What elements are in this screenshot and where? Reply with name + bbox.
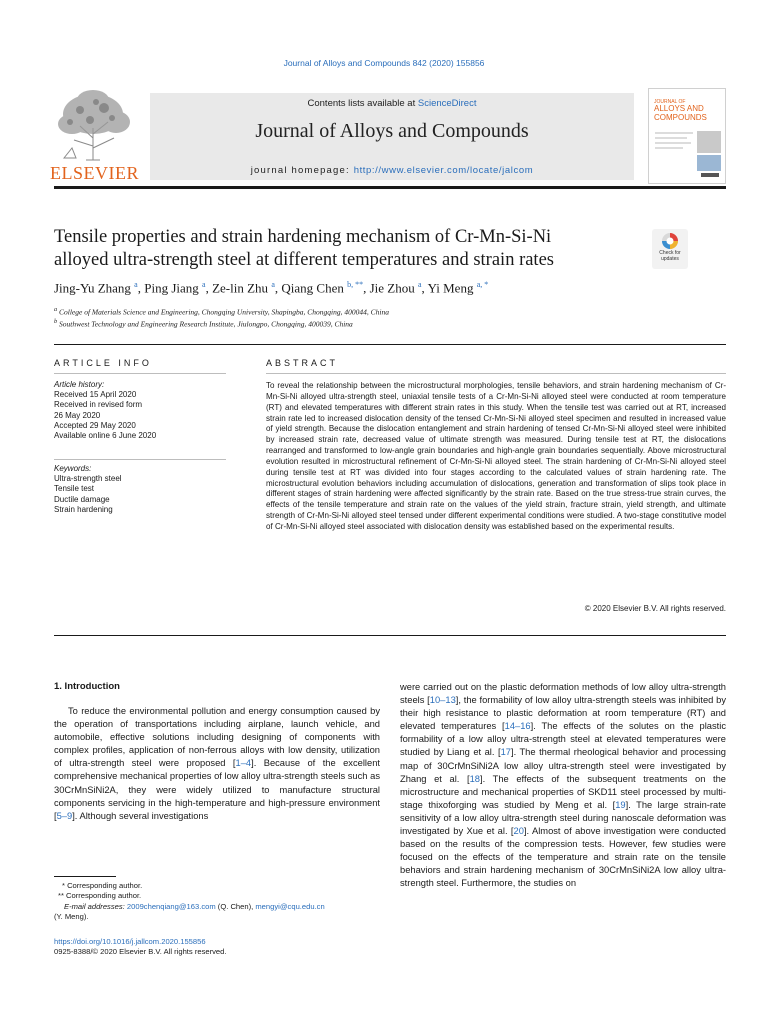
check-for-updates-button[interactable] (652, 229, 688, 269)
keyword-item: Ductile damage (54, 494, 110, 504)
email-owner-chen: (Q. Chen), (215, 901, 256, 911)
author-affiliation-marker[interactable]: b, ** (347, 280, 364, 289)
author-list: Jing-Yu Zhang $^a$, Ping Jiang $^a$, Ze-lin Zhu $^a$, Qiang Chen $^{b, **}$, Jie Zhou $^a$, Yi Meng $^{a, *}$ (54, 280, 489, 296)
keywords-rule (54, 459, 226, 460)
article-info-heading: ARTICLE INFO (54, 358, 152, 368)
email-line (54, 902, 380, 912)
contents-prefix: Contents lists available at (307, 98, 418, 109)
history-item: Received 15 April 2020 (54, 390, 137, 400)
footnote-rule (54, 876, 116, 877)
homepage-link[interactable]: http://www.elsevier.com/locate/jalcom (353, 165, 534, 176)
author-affiliation-marker[interactable]: a (417, 280, 422, 289)
citation-link[interactable]: 17 (500, 747, 511, 758)
citation-link[interactable]: 20 (513, 826, 524, 837)
article-history-list (54, 390, 226, 441)
author-affiliation-marker[interactable]: a (271, 280, 275, 289)
corresponding-author-1: * Corresponding author. (62, 881, 143, 890)
author-name[interactable]: Ze-lin Zhu (212, 280, 269, 296)
homepage-prefix: journal homepage: (250, 165, 354, 176)
author-affiliation-marker[interactable]: a, * (476, 280, 489, 289)
history-item: 26 May 2020 (54, 410, 101, 420)
abstract-heading: ABSTRACT (266, 358, 339, 368)
keyword-item: Strain hardening (54, 504, 113, 514)
author-affiliation-marker[interactable]: a (134, 280, 138, 289)
article-title: Tensile properties and strain hardening mechanism of Cr-Mn-Si-Ni alloyed ultra-strength steel at different temperatures and strain rates (54, 227, 554, 270)
author-name[interactable]: Ping Jiang (144, 280, 199, 296)
author-name[interactable]: Qiang Chen (281, 280, 344, 296)
email-owner-meng: (Y. Meng). (54, 912, 89, 922)
cover-artwork-icon (653, 129, 723, 179)
section-rule-top (54, 344, 726, 345)
article-history (54, 380, 226, 441)
citation-link[interactable]: 10–13 (429, 695, 456, 706)
section-rule-bottom (54, 635, 726, 636)
affiliation-b: $^b$ Southwest Technology and Engineering Research Institute, Jiulongpo, Chongqing, 400039, China (54, 318, 353, 329)
elsevier-wordmark: ELSEVIER (50, 163, 139, 183)
keyword-item: Ultra-strength steel (54, 474, 122, 484)
introduction-heading: 1. Introduction (54, 681, 120, 692)
abstract-copyright: © 2020 Elsevier B.V. All rights reserved. (584, 604, 726, 613)
author-affiliation-marker[interactable]: a (202, 280, 206, 289)
journal-banner (150, 93, 634, 180)
history-item: Accepted 29 May 2020 (54, 420, 136, 430)
footnotes (54, 881, 380, 923)
elsevier-logo[interactable] (50, 88, 139, 184)
sciencedirect-link[interactable]: ScienceDirect (417, 98, 477, 109)
introduction-right-column: were carried out on the plastic deformation methods of low alloy ultra-strength steels [10–13], the formability of low alloy ultra-strength steels was inhibited by their high resistance to plastic deformation at room temperature (RT) and elevated temperatures [14–16]. The effects of the solutes on the plastic formability of a low alloy ultra-strength steel at elevated temperatures were studied by Liang et al. [17]. The thermal rheological behavior and processing map of 30CrMnSiNi2A low alloy ultra-strength steel were investigated by Zhang et al. [18]. The effects of the subsequent treatments on the microstructure and mechanical properties of SKD11 steel processed by multi-stage thixoforging was studied by Meng et al. [19]. The large strain-rate sensitivity of a low alloy ultra-strength steel during nanoscale deformation was investigated by Xue et al. [20]. Almost of above investigation were conducted based on the results of the compression tests. However, few studies were focused on the effects of the temperature and strain rate on the tensile behaviors and strain hardening mechanism of 30CrMnSiNi2A low alloy ultra-strength steel. Furthermore, the studies on (400, 682, 726, 889)
cover-title: JOURNAL OF ALLOYS AND COMPOUNDS (654, 99, 707, 122)
citation-link[interactable]: 19 (615, 799, 626, 810)
citation-link[interactable]: 14–16 (504, 721, 531, 732)
keyword-item: Tensile test (54, 484, 95, 494)
contents-lists-line (150, 98, 634, 109)
doi-block (54, 937, 226, 958)
journal-citation[interactable]: Journal of Alloys and Compounds 842 (2020) 155856 (283, 58, 485, 68)
issn-copyright: 0925-8388/© 2020 Elsevier B.V. All rights reserved. (54, 947, 227, 957)
journal-homepage-line (150, 165, 634, 176)
journal-cover-thumbnail[interactable] (648, 88, 726, 184)
keywords-block (54, 464, 226, 515)
crossmark-label: Check for updates (659, 250, 681, 262)
affiliation-a: $^a$ College of Materials Science and Engineering, Chongqing University, Shapingba, Chongqing, 400044, China (54, 306, 389, 317)
citation-link[interactable]: 1–4 (235, 758, 252, 769)
article-info-rule (54, 373, 226, 374)
citation-link[interactable]: 18 (469, 773, 480, 784)
corresponding-author-2: ** Corresponding author. (58, 891, 142, 901)
abstract-rule (266, 373, 726, 374)
history-item: Available online 6 June 2020 (54, 431, 157, 441)
author-name[interactable]: Jing-Yu Zhang (54, 280, 131, 296)
abstract-text: To reveal the relationship between the microstructural morphologies, tensile behaviors, and strain hardening mechanism of Cr-Mn-Si-Ni alloyed ultra-strength steel, uniaxial tensile tests of a Cr-Mn-Si-Ni alloyed steel were conducted at room temperature (RT) and elevated temperatures with different strain rates in this study. When the tensile test was carried out at RT, increased strain rate led to increased dislocation density of the tensed Cr-Mn-Si-Ni alloyed steel specimen and resulted in increased value of yield strength. Because the dislocation entanglement and strain hardening of tensed Cr-Mn-Si-Ni alloyed steel were inhibited by increased strain rate, decreased value of ultimate strength was measured. During tensile test at RT, the dislocations rearranged and transformed to low-angle grain boundaries and high-angle grain boundaries sequentially. Above microstructural evolution resulted in microstructural refinement of Cr-Mn-Si-Ni alloyed steel. The strain hardening of Cr-Mn-Si-Ni alloyed steel during tensile test at RT was divided into four stages according to the calculated values of strain hardening rate. The microstructural evolution behaviors including accumulation of dislocations, generation and transformation of slips took place in different stages of strain hardening were affected significantly by the strain rate. Based on the true stress-true strain curves, the effects of the tensile temperature and strain rate on the values of the yield strain, fracture strain, yield strength, and ultimate strength of Cr-Mn-Si-Ni alloyed steel tensed under different experimental conditions were studied. A two-stage constitutive model of Cr-Mn-Si-Ni alloyed steel associated with dislocation density was established based on the experimental results. (266, 381, 726, 531)
article-history-label: Article history: (54, 380, 105, 389)
author-name[interactable]: Yi Meng (427, 280, 474, 296)
crossmark-icon (661, 232, 679, 250)
email-label: E-mail addresses: (64, 901, 125, 911)
journal-name[interactable]: Journal of Alloys and Compounds (255, 120, 529, 142)
email-link-chen[interactable]: 2009chenqiang@163.com (126, 901, 216, 911)
history-item: Received in revised form (54, 400, 143, 410)
journal-masthead (50, 88, 726, 184)
email-link-meng[interactable]: mengyi@cqu.edu.cn (255, 901, 325, 911)
keywords-label: Keywords: (54, 464, 92, 473)
doi-link[interactable]: https://doi.org/10.1016/j.jallcom.2020.155856 (54, 937, 206, 946)
masthead-rule (54, 186, 726, 189)
citation-link[interactable]: 5–9 (56, 810, 73, 821)
keyword-list (54, 474, 226, 515)
author-name[interactable]: Jie Zhou (369, 280, 415, 296)
introduction-left-column: To reduce the environmental pollution and energy consumption caused by the operation of transportations including airplane, launch vehicle, and automobile, effective solutions including designing of components with complex profiles, application of non-ferrous alloys with low density, utilization of ultra-strength steel were proposed [1–4]. Because of the excellent comprehensive mechanical properties of low alloy ultra-strength steels such as 30CrMnSiNi2A, they were widely utilized to manufacture structural components servicing in the high-temperature and high-pressure environment [5–9]. Although several investigations (54, 706, 380, 821)
elsevier-tree-icon (50, 88, 136, 164)
